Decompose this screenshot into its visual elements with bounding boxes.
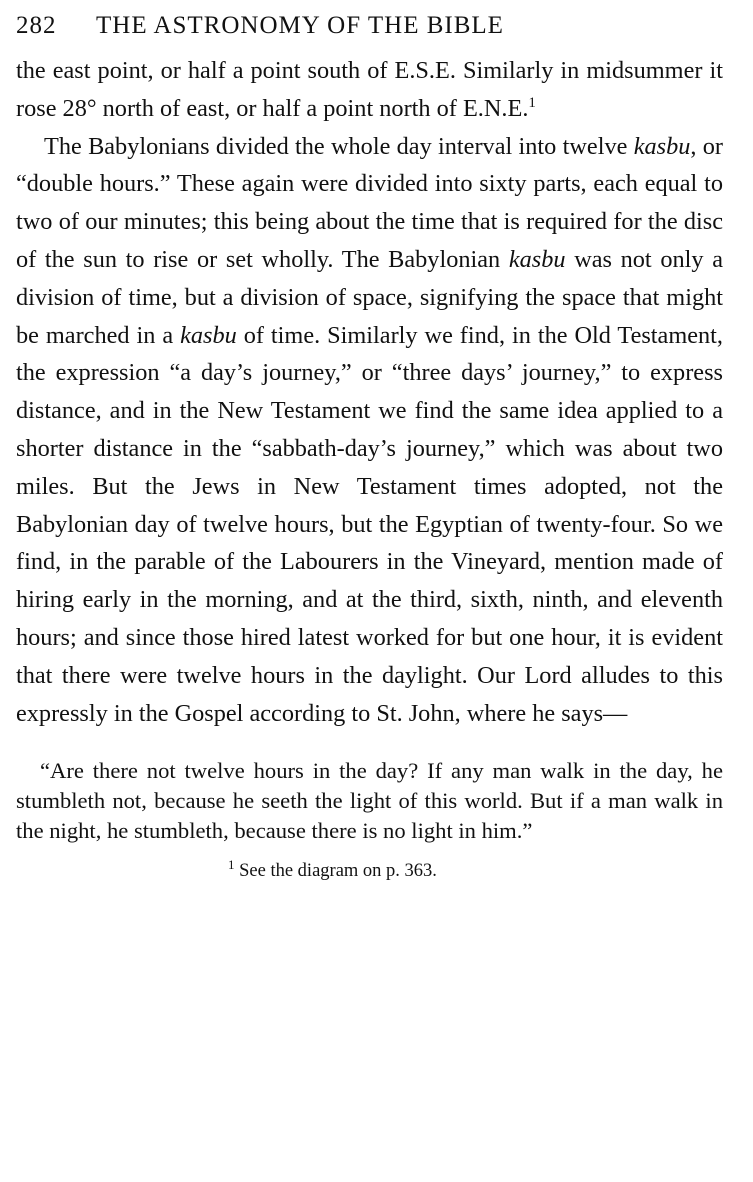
kasbu-term: kasbu — [508, 245, 566, 273]
paragraph-2-part-2: , or “double hours.” These again were divided into sixty parts, each equal to two of our minutes; this being about the time that is required for the disc of the sun to rise or set wholly. The Babylonian — [16, 132, 723, 273]
kasbu-term: kasbu — [633, 132, 691, 160]
paragraph-1-text: the east point, or half a point south of E.S.E. Similarly in midsummer it rose 28° north of east, or half a point north of E.N.E. — [16, 57, 723, 122]
paragraph-babylonian-hours — [16, 128, 723, 733]
paragraph-2-part-4: of time. Similarly we find, in the Old Testament, the expression “a day’s journey,” or “three days’ journey,” to express distance, and in the New Testament we find the same idea applied to a shorter distance in the “sabbath-day’s journey,” which was about two miles. But the Jews in New Testament times adopted, not the Babylonian day of twelve hours, but the Egyptian of twenty-four. So we find, in the parable of the Labourers in the Vineyard, mention made of hiring early in the morning, and at the third, sixth, ninth, and eleventh hours; and since those hired latest worked for but one hour, it is evident that there were twelve hours in the daylight. Our Lord alludes to this expressly in the Gospel according to St. John, where he says— — [16, 321, 723, 727]
footnote-reference: 1 — [528, 94, 536, 111]
running-title: THE ASTRONOMY OF THE BIBLE — [96, 12, 504, 39]
book-page — [16, 12, 723, 884]
running-head — [16, 12, 723, 48]
footnote-text: See the diagram on p. 363. — [239, 861, 437, 882]
body-text — [16, 52, 723, 732]
footnote-marker: 1 — [228, 857, 235, 873]
paragraph-continuation — [16, 52, 723, 128]
footnote — [16, 858, 723, 884]
page-number: 282 — [16, 12, 57, 39]
paragraph-2-part-1: The Babylonians divided the whole day interval into twelve — [44, 132, 634, 160]
kasbu-term: kasbu — [180, 321, 237, 349]
block-quote: “Are there not twelve hours in the day? If any man walk in the day, he stumbleth not, because he seeth the light of this world. But if a man walk in the night, he stumbleth, because there is no light in him.” — [16, 758, 723, 844]
paragraph-2-part-3: was not only a division of time, but a division of space, signifying the space that might be marched in a — [16, 245, 723, 349]
